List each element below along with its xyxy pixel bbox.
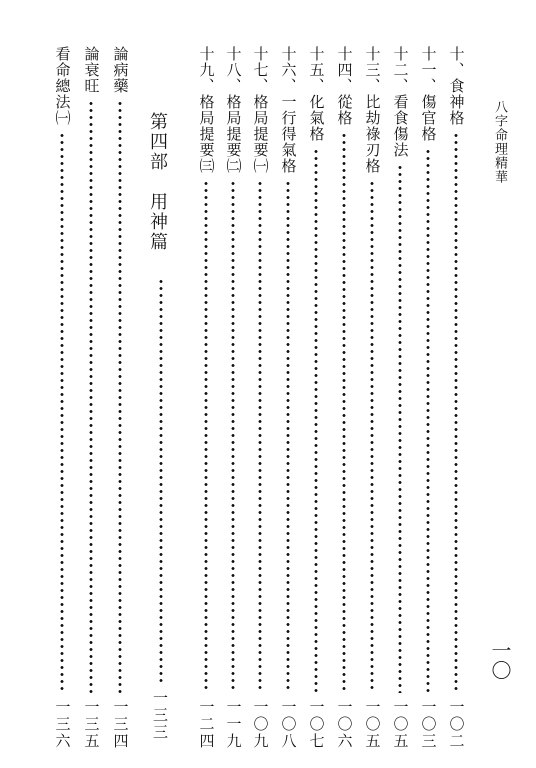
toc-entry-page: 一〇六	[335, 699, 354, 750]
toc-entry-title: 看命總法㈠	[53, 46, 72, 126]
toc-entry	[111, 46, 129, 750]
toc-entry-page: 一三四	[111, 699, 130, 750]
toc-entry-page: 一三五	[82, 699, 101, 750]
running-header: 八字命理精華	[492, 100, 507, 184]
dot-leader	[363, 180, 381, 693]
dot-leader	[251, 180, 269, 693]
toc-entry-title: 十、食神格	[447, 46, 466, 126]
toc-entry-page: 一〇五	[391, 699, 410, 750]
part-heading: 第四部 用神篇	[147, 112, 168, 252]
toc-entry-page: 一三六	[53, 699, 72, 750]
toc-entry-title: 十四、從格	[335, 46, 354, 126]
toc-entry-title: 十二、看食傷法	[391, 46, 410, 158]
page-number: 一〇	[488, 640, 512, 680]
toc-entry	[82, 46, 100, 750]
dot-leader	[197, 180, 215, 693]
toc-entry-title: 十五、化氣格	[307, 46, 326, 142]
dot-leader	[391, 164, 409, 693]
dot-leader	[82, 100, 100, 693]
toc-entry	[279, 46, 297, 750]
dot-leader	[335, 132, 353, 693]
toc-entry-title: 十六、一行得氣格	[279, 46, 298, 174]
toc-entry-title: 十一、傷官格	[419, 46, 438, 142]
dot-leader	[111, 100, 129, 693]
toc-entry	[53, 46, 71, 750]
toc-entry-page: 一一九	[224, 699, 243, 750]
toc-entry	[224, 46, 242, 750]
toc-entry-page: 一〇八	[279, 699, 298, 750]
toc-entry-page: 一二四	[197, 699, 216, 750]
toc-entry-page: 一〇五	[363, 699, 382, 750]
toc-entry	[335, 46, 353, 750]
toc-entry-page: 一〇二	[447, 699, 466, 750]
toc-entry-page: 一〇三	[419, 699, 438, 750]
toc-entry	[307, 46, 325, 750]
dot-leader	[224, 180, 242, 693]
dot-leader	[279, 180, 297, 693]
toc-entry-title: 十九、格局提要㈢	[197, 46, 216, 174]
dot-leader	[419, 148, 437, 693]
toc-entry	[197, 46, 215, 750]
toc-entry-title: 十三、比劫祿刃格	[363, 46, 382, 174]
toc-entry	[391, 46, 409, 750]
toc-entry-page: 一〇九	[251, 699, 270, 750]
dot-leader	[152, 278, 170, 682]
dot-leader	[447, 132, 465, 693]
toc-entry	[251, 46, 269, 750]
toc-entry	[419, 46, 437, 750]
dot-leader	[307, 148, 325, 693]
dot-leader	[53, 132, 71, 693]
toc-entry-title: 論衰旺	[82, 46, 101, 94]
toc-entry	[447, 46, 465, 750]
part-page-number: 一三三	[151, 690, 169, 741]
toc-entry-title: 十七、格局提要㈠	[251, 46, 270, 174]
toc-entry-title: 論病藥	[111, 46, 130, 94]
toc-entry	[363, 46, 381, 750]
toc-entry-page: 一〇七	[307, 699, 326, 750]
toc-entry-title: 十八、格局提要㈡	[224, 46, 243, 174]
